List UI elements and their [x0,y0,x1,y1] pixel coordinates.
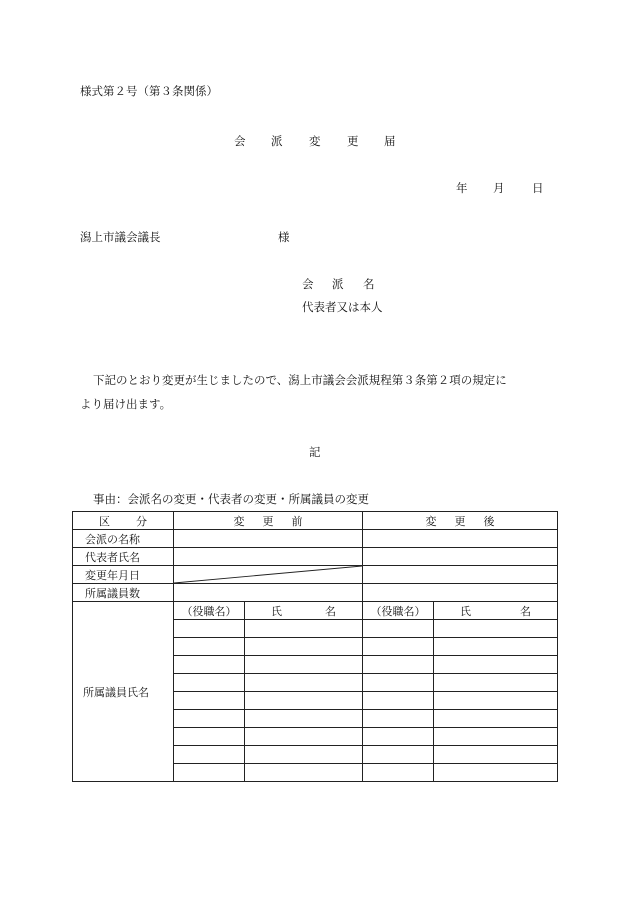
body-text-line1: 下記のとおり変更が生じましたので、潟上市議会会派規程第３条第２項の規定に [93,373,507,387]
member-name-after[interactable] [434,764,558,782]
members-header-row [73,602,558,620]
member-name-after[interactable] [434,728,558,746]
body-text-line2: より届け出ます。 [80,397,172,411]
role-header-after: （役職名） [363,602,434,620]
member-role-before[interactable] [174,638,245,656]
member-count-after-cell[interactable] [363,584,558,602]
row-label-member-count: 所属議員数 [73,584,174,602]
header-after-char: 後 [483,514,495,528]
rep-name-before-cell[interactable] [174,548,363,566]
member-name-after[interactable] [434,674,558,692]
member-role-after[interactable] [363,764,434,782]
name-header-char: 名 [520,604,531,618]
member-role-after[interactable] [363,620,434,638]
table-row [73,584,558,602]
party-label-char: 会 [302,277,314,291]
member-role-after[interactable] [363,728,434,746]
title-char: 会 [234,134,246,148]
header-kubun [73,512,174,530]
header-kubun-char: 分 [136,514,147,528]
party-name-before-cell[interactable] [174,530,363,548]
title-char: 届 [384,134,396,148]
name-header-after [434,602,558,620]
member-name-before[interactable] [245,620,363,638]
member-role-after[interactable] [363,746,434,764]
member-name-before[interactable] [245,728,363,746]
member-count-before-cell[interactable] [174,584,363,602]
header-before [174,512,363,530]
change-date-before-struck-cell [174,566,363,584]
header-before-char: 前 [291,514,303,528]
name-header-char: 名 [325,604,336,618]
table-row [73,566,558,584]
member-name-before[interactable] [245,710,363,728]
member-name-before[interactable] [245,638,363,656]
member-role-after[interactable] [363,692,434,710]
row-label-rep-name: 代表者氏名 [73,548,174,566]
member-name-after[interactable] [434,620,558,638]
change-table [72,511,558,782]
name-header-char: 氏 [460,604,471,618]
table-header-row [73,512,558,530]
diagonal-strike-line [174,566,362,583]
sender-rep-label: 代表者又は本人 [302,300,383,314]
member-name-after[interactable] [434,692,558,710]
recipient-honorific: 様 [278,230,290,244]
member-role-after[interactable] [363,710,434,728]
member-name-before[interactable] [245,764,363,782]
table-row [73,548,558,566]
role-header-before: （役職名） [174,602,245,620]
title-char: 更 [347,134,359,148]
party-name-after-cell[interactable] [363,530,558,548]
member-role-after[interactable] [363,656,434,674]
name-header-char: 氏 [271,604,282,618]
party-label-char: 派 [332,277,344,291]
recipient-name: 潟上市議会議長 [80,230,161,244]
member-name-after[interactable] [434,656,558,674]
member-role-before[interactable] [174,728,245,746]
header-before-char: 変 [233,514,245,528]
member-name-after[interactable] [434,638,558,656]
member-role-before[interactable] [174,620,245,638]
header-after-char: 変 [425,514,437,528]
ki-heading: 記 [309,445,321,459]
rep-name-after-cell[interactable] [363,548,558,566]
row-label-party-name: 会派の名称 [73,530,174,548]
row-label-change-date: 変更年月日 [73,566,174,584]
header-before-char: 更 [262,514,274,528]
header-after-char: 更 [454,514,466,528]
member-name-after[interactable] [434,710,558,728]
member-role-before[interactable] [174,710,245,728]
member-role-before[interactable] [174,692,245,710]
form-number: 様式第２号（第３条関係） [80,84,218,98]
member-role-after[interactable] [363,638,434,656]
member-name-before[interactable] [245,674,363,692]
date-year: 年 [456,181,468,195]
reason-line: 事由：会派名の変更・代表者の変更・所属議員の変更 [93,492,369,506]
member-role-before[interactable] [174,746,245,764]
header-after [363,512,558,530]
title-char: 派 [271,134,283,148]
header-kubun-char: 区 [99,514,110,528]
name-header-before [245,602,363,620]
date-day: 日 [532,181,544,195]
member-name-before[interactable] [245,656,363,674]
member-role-before[interactable] [174,674,245,692]
member-role-before[interactable] [174,764,245,782]
members-label: 所属議員氏名 [73,602,174,782]
change-date-after-cell[interactable] [363,566,558,584]
member-role-before[interactable] [174,656,245,674]
title-char: 変 [309,134,321,148]
member-name-before[interactable] [245,692,363,710]
party-label-char: 名 [363,277,375,291]
member-name-after[interactable] [434,746,558,764]
member-role-after[interactable] [363,674,434,692]
table-row [73,530,558,548]
date-month: 月 [493,181,505,195]
member-name-before[interactable] [245,746,363,764]
